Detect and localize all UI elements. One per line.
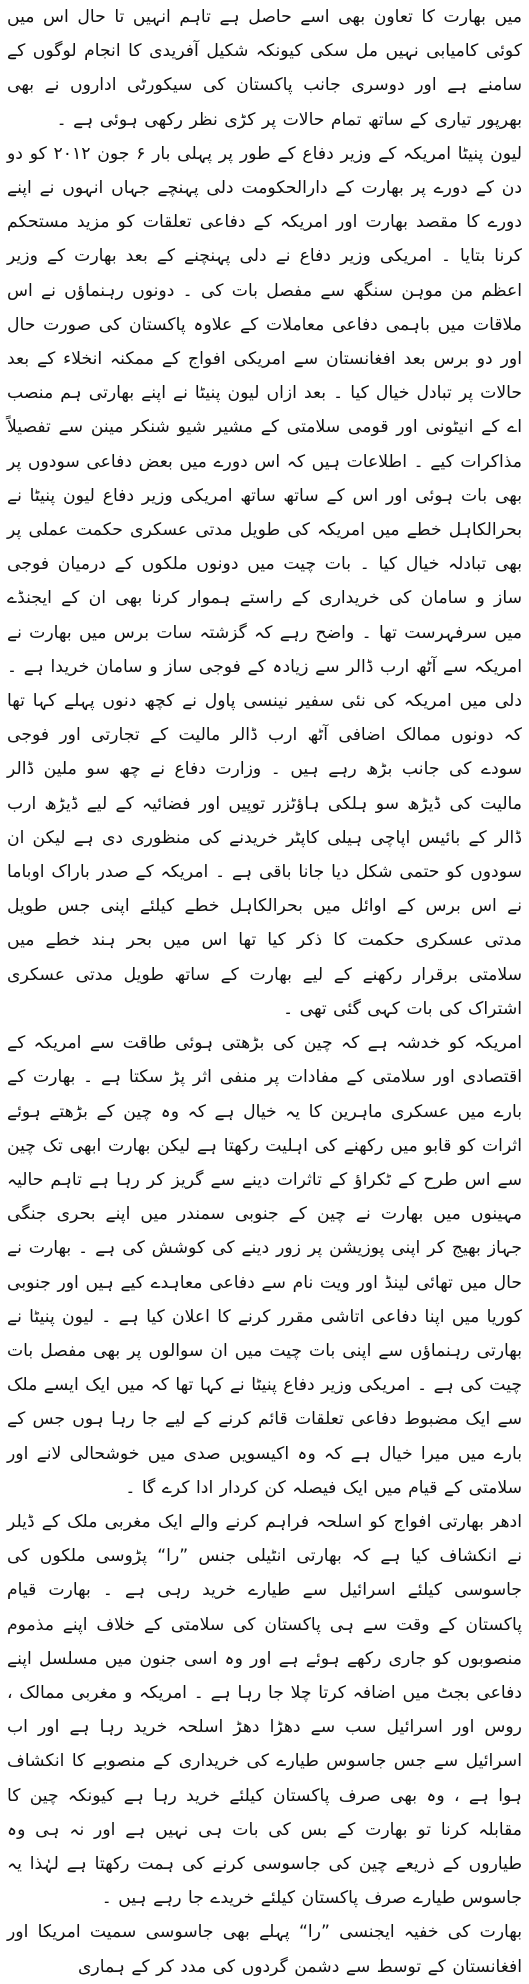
paragraph-1: میں بھارت کا تعاون بھی اسے حاصل ہے تاہم انہیں تا حال اس میں کوئی کامیابی نہیں مل سکی کیونکہ شکیل آفریدی کا انجام لوگوں کے سامنے ہے اور دوسری جانب پاکستان کی سیکورٹی اداروں نے بھی بھرپور تیاری کے ساتھ تمام حالات پر کڑی نظر رکھی ہوئی ہے ۔: [7, 7, 522, 130]
paragraph-4: ادھر بھارتی افواج کو اسلحہ فراہم کرنے والے ایک مغربی ملک کے ڈیلر نے انکشاف کیا ہے کہ بھارتی انٹیلی جنس ”را“ پڑوسی ملکوں کی جاسوسی کیلئے اسرائیل سے طیارے خرید رہی ہے ۔ بھارت قیام پاکستان کے وقت سے ہی پاکستان کی سلامتی کے خلاف اپنے مذموم منصوبوں کو جاری رکھے ہوئے ہے اور وہ اسی جنون میں مسلسل اپنے دفاعی بجٹ میں اضافہ کرتا چلا جا رہا ہے ۔ امریکہ و مغربی ممالک ، روس اور اسرائیل سب سے دھڑا دھڑ اسلحہ خرید رہا ہے اور اب اسرائیل سے جس جاسوس طیارے کی خریداری کے منصوبے کا انکشاف ہوا ہے ، وہ بھی صرف پاکستان کیلئے خرید رہا ہے کیونکہ چین کا مقابلہ کرنا تو بھارت کے بس کی بات ہی نہیں ہے اور نہ ہی وہ طیاروں کے ذریعے چین کی جاسوسی کرنے کی ہمت رکھتا ہے لہٰذا یہ جاسوس طیارے صرف پاکستان کیلئے خریدے جا رہے ہیں ۔: [7, 1511, 522, 1909]
paragraph-5: بھارت کی خفیہ ایجنسی ”را“ پہلے بھی جاسوسی سمیت امریکا اور افغانستان کے توسط سے دشمن گردوں کی مدد کر کے ہماری: [7, 1922, 522, 1977]
paragraph-2: لیون پنیٹا امریکہ کے وزیر دفاع کے طور پر پہلی بار ۶ جون ۲۰۱۲ کو دو دن کے دورے پر بھارت کے دارالحکومت دلی پہنچے جہاں انہوں نے اپنے دورے کا مقصد بھارت اور امریکہ کے دفاعی تعلقات کو مزید مستحکم کرنا بتایا ۔ امریکی وزیر دفاع نے دلی پہنچنے کے بعد بھارت کے وزیر اعظم من موہن سنگھ سے مفصل بات کی ۔ دونوں رہنماؤں نے اس ملاقات میں باہمی دفاعی معاملات کے علاوہ پاکستان کی صورت حال اور دو برس بعد افغانستان سے امریکی افواج کے ممکنہ انخلاء کے بعد حالات پر تبادل خیال کیا ۔ بعد ازاں لیون پنیٹا نے اپنے بھارتی ہم منصب اے کے انیٹونی اور قومی سلامتی کے مشیر شیو شنکر مینن سے تفصیلاً مذاکرات کیے ۔ اطلاعات ہیں کہ اس دورے میں بعض دفاعی سودوں پر بھی بات ہوئی اور اس کے ساتھ ساتھ امریکی وزیر دفاع لیون پنیٹا نے بحرالکاہل خطے میں امریکہ کی طویل مدتی عسکری حکمت عملی پر بھی تبادلہ خیال کیا ۔ بات چیت میں دونوں ملکوں کے درمیان فوجی ساز و سامان کی خریداری کے راستے ہموار کرنا بھی ان کے ایجنڈے میں سرفہرست تھا ۔ واضح رہے کہ گزشتہ سات برس میں بھارت نے امریکہ سے آٹھ ارب ڈالر سے زیادہ کے فوجی ساز و سامان خریدا ہے ۔ دلی میں امریکہ کی نئی سفیر نینسی پاول نے کچھ دنوں پہلے کہا تھا کہ دونوں ممالک اضافی آٹھ ارب ڈالر مالیت کے تجارتی اور فوجی سودے کی جانب بڑھ رہے ہیں ۔ وزارت دفاع نے چھ سو ملین ڈالر مالیت کی ڈیڑھ سو ہلکی ہاؤٹزر توپیں اور فضائیہ کے لیے ڈیڑھ ارب ڈالر کے بائیس اپاچی ہیلی کاپٹر خریدنے کی منظوری دی ہے لیکن ان سودوں کو حتمی شکل دیا جانا باقی ہے ۔ امریکہ کے صدر باراک اوباما نے اس برس کے اوائل میں بحرالکاہل خطے کیلئے اپنی جس طویل مدتی عسکری حکمت کا ذکر کیا تھا اس میں بحر ہند خطے میں سلامتی برقرار رکھنے کے لیے بھارت کے ساتھ طویل مدتی عسکری اشتراک کی بات کہی گئی تھی ۔: [7, 143, 522, 1019]
paragraph-3: امریکہ کو خدشہ ہے کہ چین کی بڑھتی ہوئی طاقت سے امریکہ کے اقتصادی اور سلامتی کے مفادات پر منفی اثر پڑ سکتا ہے ۔ بھارت کے بارے میں عسکری ماہرین کا یہ خیال ہے کہ وہ چین کے بڑھتے ہوئے اثرات کو قابو میں رکھنے کی اہلیت رکھتا ہے لیکن بھارت ابھی تک چین سے اس طرح کے ٹکراؤ کے تاثرات دینے سے گریز کر رہا ہے تاہم حالیہ مہینوں میں بھارت نے چین کے جنوبی سمندر میں اپنے بحری جنگی جہاز بھیج کر اپنی پوزیشن پر زور دینے کی کوشش کی ہے ۔ بھارت نے حال میں تھائی لینڈ اور ویت نام سے دفاعی معاہدے کیے ہیں اور جنوبی کوریا میں اپنا دفاعی اتاشی مقرر کرنے کا اعلان کیا ہے ۔ لیون پنیٹا نے بھارتی رہنماؤں سے اپنی بات چیت میں ان سوالوں پر بھی مفصل بات چیت کی ہے ۔ امریکی وزیر دفاع پنیٹا نے کہا تھا کہ میں ایک ایسے ملک سے ایک مضبوط دفاعی تعلقات قائم کرنے کے لیے جا رہا ہوں جس کے بارے میں میرا خیال ہے کہ وہ اکیسویں صدی میں خوشحالی لانے اور سلامتی کے قیام میں ایک فیصلہ کن کردار ادا کرے گا ۔: [7, 1033, 522, 1498]
